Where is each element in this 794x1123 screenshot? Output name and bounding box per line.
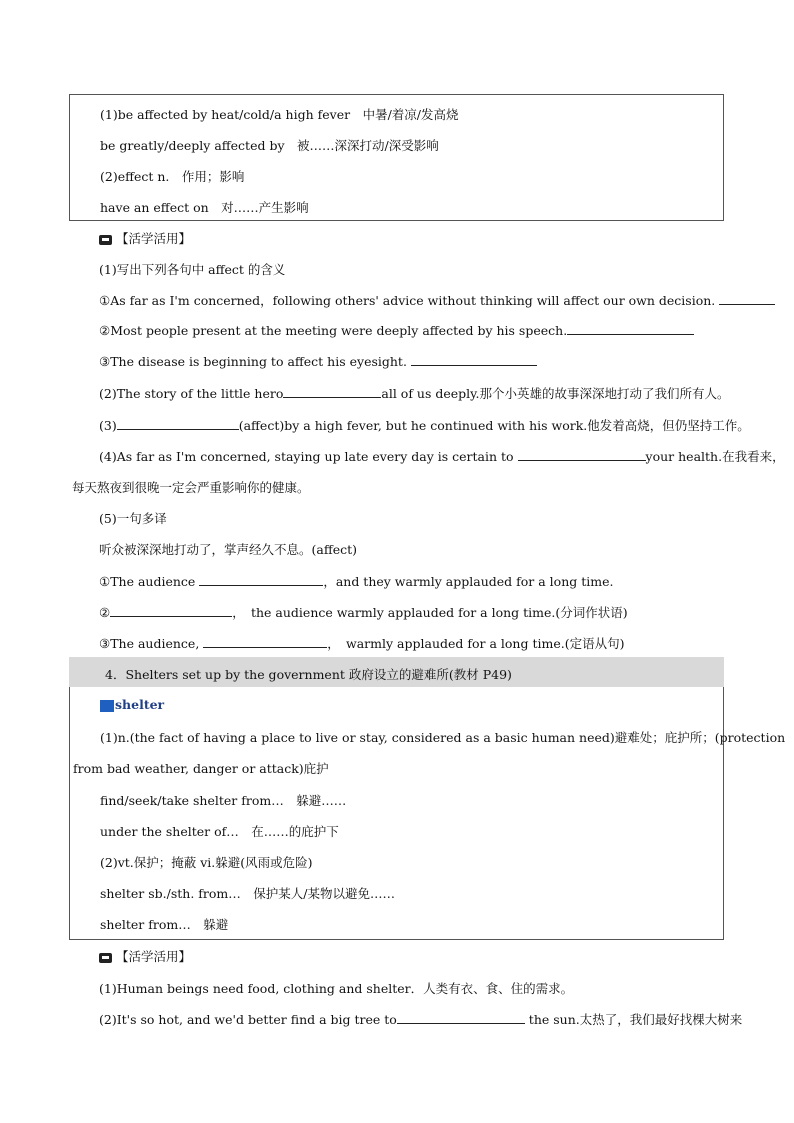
box-line: under the shelter of… 在……的庇护下 <box>100 824 339 839</box>
question-item: ①The audience ，and they warmly applauded for a long time. <box>99 574 614 589</box>
keyword: shelter <box>115 697 165 712</box>
question-item: (2)It's so hot, and we'd better find a big tree to the sun.太热了，我们最好找棵大树来 <box>99 1012 743 1027</box>
practice-title: 【活学活用】 <box>99 947 191 965</box>
question-continuation: 每天熬夜到很晚一定会严重影响你的健康。 <box>72 480 310 495</box>
question-item: (2)The story of the little hero all of us deeply.那个小英雄的故事深深地打动了我们所有人。 <box>99 386 730 401</box>
answer-blank[interactable] <box>199 573 323 586</box>
box-line: (2)effect n. 作用；影响 <box>100 169 245 184</box>
box-line: be greatly/deeply affected by 被……深深打动/深受影响 <box>100 138 439 153</box>
box-line: (1)n.(the fact of having a place to live or stay, considered as a basic human need)避难处；庇护所；(protection <box>100 730 786 745</box>
question-item: ①As far as I'm concerned，following others' advice without thinking will affect our own decision. <box>99 291 775 309</box>
question-item: ②Most people present at the meeting were deeply affected by his speech. <box>99 322 694 338</box>
question-item: (1)Human beings need food, clothing and shelter．人类有衣、食、住的需求。 <box>99 981 574 996</box>
question-item: ③The audience, ， warmly applauded for a long time.(定语从句) <box>99 636 625 651</box>
question-item: ② ， the audience warmly applauded for a long time.(分词作状语) <box>99 605 628 620</box>
answer-blank[interactable] <box>567 322 694 335</box>
box-line: from bad weather, danger or attack)庇护 <box>73 761 329 776</box>
box-line: shelter from… 躲避 <box>100 917 229 932</box>
box-line: (2)vt.保护；掩蔽 vi.躲避(风雨或危险) <box>100 855 313 870</box>
section-header <box>69 657 724 687</box>
practice-title: 【活学活用】 <box>99 229 191 247</box>
box-line: have an effect on 对……产生影响 <box>100 200 309 215</box>
phrase-box-shelter <box>69 687 786 940</box>
section-header-text: 4．Shelters set up by the government 政府设立的避难所(教材 P49) <box>105 667 512 682</box>
phrase-box-affect <box>69 94 724 221</box>
answer-blank[interactable] <box>110 604 232 617</box>
keyword-icon <box>100 700 114 712</box>
answer-blank[interactable] <box>719 292 775 305</box>
box-line: shelter sb./sth. from… 保护某人/某物以避免…… <box>100 886 395 901</box>
question-heading: (1)写出下列各句中 affect 的含义 <box>99 262 286 277</box>
answer-blank[interactable] <box>397 1011 525 1024</box>
answer-blank[interactable] <box>283 385 381 398</box>
question-item: (4)As far as I'm concerned, staying up late every day is certain to your health.在我看来， <box>99 449 785 464</box>
question-item: (3) (affect)by a high fever, but he continued with his work.他发着高烧，但仍坚持工作。 <box>99 418 750 433</box>
box-line: find/seek/take shelter from… 躲避…… <box>100 793 347 808</box>
answer-blank[interactable] <box>411 353 537 366</box>
pencil-icon <box>99 235 112 245</box>
box-line: (1)be affected by heat/cold/a high fever 中暑/着凉/发高烧 <box>100 107 459 122</box>
keyword-line <box>100 697 164 712</box>
answer-blank[interactable] <box>518 448 646 461</box>
answer-blank[interactable] <box>203 635 327 648</box>
question-heading: (5)一句多译 <box>99 511 167 526</box>
question-item: ③The disease is beginning to affect his eyesight. <box>99 353 537 369</box>
answer-blank[interactable] <box>117 417 239 430</box>
question-sentence: 听众被深深地打动了，掌声经久不息。(affect) <box>99 542 358 557</box>
pencil-icon <box>99 953 112 963</box>
